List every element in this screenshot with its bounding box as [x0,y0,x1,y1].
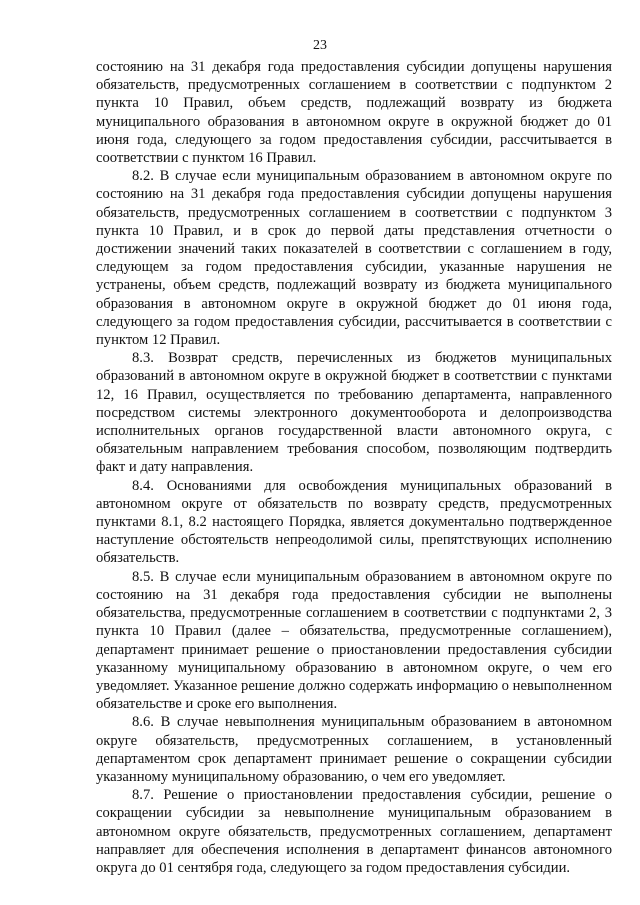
paragraph-8-7: 8.7. Решение о приостановлении предоставления субсидии, решение о сокращении субсидии за невыполнение муниципальным образованием в автономном округе обязательств, предусмотренных соглашением, департамент направляет для обеспечения исполнения в департамент финансов автономного округа до 01 сентября года, следующего за годом предоставления субсидии. [96,787,612,876]
document-body [96,58,612,877]
paragraph-8-4: 8.4. Основаниями для освобождения муниципальных образований в автономном округе от обязательств по возврату средств, предусмотренных пунктами 8.1, 8.2 настоящего Порядка, является документально подтвержденное наступление обстоятельств непреодолимой силы, препятствующих исполнению обязательств. [96,477,612,567]
paragraph-8-2: 8.2. В случае если муниципальным образованием в автономном округе по состоянию на 31 декабря года предоставления субсидии допущены нарушения обязательств, предусмотренных соглашением в соответствии с подпунктом 3 пункта 10 Правил, и в срок до первой даты представления отчетности о достижении значений таких показателей в соответствии с соглашением в году, следующем за годом предоставления субсидии, указанные нарушения не устранены, объем средств, подлежащий возврату из бюджета муниципального образования в автономном округе в окружной бюджет до 01 июня года, следующего за годом предоставления субсидии, рассчитывается в соответствии с пунктом 12 Правил. [96,168,612,349]
paragraph-continuation: состоянию на 31 декабря года предоставления субсидии допущены нарушения обязательств, предусмотренных соглашением в соответствии с подпунктом 2 пункта 10 Правил, объем средств, подлежащий возврату из бюджета муниципального образования в автономном округе в окружной бюджет до 01 июня года, следующего за годом предоставления субсидии, рассчитывается в соответствии с пунктом 16 Правил. [96,59,612,167]
paragraph-8-5: 8.5. В случае если муниципальным образованием в автономном округе по состоянию на 31 декабря года предоставления субсидии не выполнены обязательства, предусмотренные соглашением в соответствии с подпунктами 2, 3 пункта 10 Правил (далее – обязательства, предусмотренные соглашением), департамент принимает решение о приостановлении предоставления субсидии указанному муниципальному образованию в автономном округе, о чем его уведомляет. Указанное решение должно содержать информацию о невыполненном обязательстве и сроке его выполнения. [96,568,612,713]
paragraph-8-3: 8.3. Возврат средств, перечисленных из бюджетов муниципальных образований в автономном округе в окружной бюджет в соответствии с пунктами 12, 16 Правил, осуществляется по требованию департамента, направленного посредством системы электронного документооборота и делопроизводства исполнительных органов государственной власти автономного округа, с обязательным направлением требования способом, позволяющим подтвердить факт и дату направления. [96,350,612,476]
paragraph-8-6: 8.6. В случае невыполнения муниципальным образованием в автономном округе обязательств, предусмотренных соглашением, в установленный департаментом срок департамент принимает решение о сокращении субсидии указанному муниципальному образованию, о чем его уведомляет. [96,714,612,785]
page-number: 23 [313,38,327,53]
